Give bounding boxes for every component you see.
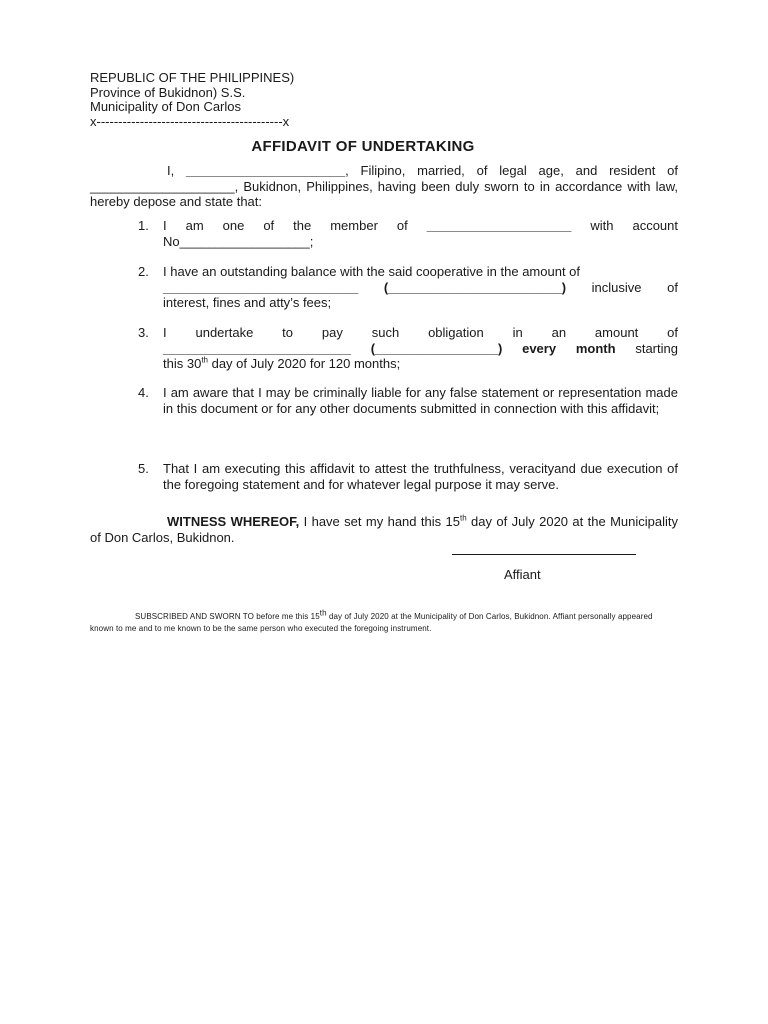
intro-prefix: I, xyxy=(167,163,175,178)
statement-item-1 xyxy=(138,218,678,249)
residence-blank: ____________________ xyxy=(90,178,235,194)
signature-line xyxy=(452,554,636,555)
item-number: 3. xyxy=(138,325,149,340)
statement-item-4 xyxy=(138,385,678,416)
item-text: inclusive of xyxy=(591,279,678,295)
statement-item-3 xyxy=(138,325,678,372)
statement-item-5 xyxy=(138,461,678,492)
item-number: 2. xyxy=(138,264,149,279)
item-text: I have an outstanding balance with the said cooperative in the amount of xyxy=(163,264,581,279)
item-text: That I am executing this affidavit to attest the truthfulness, veracityand due execution of the foregoing statement and for whatever legal purpose it may serve. xyxy=(163,461,678,492)
cooperative-name-blank: ____________________ xyxy=(426,218,572,233)
item-text: this 30 xyxy=(163,356,202,371)
installment-amount-blank: __________________________ xyxy=(163,340,351,356)
item-text: starting xyxy=(635,340,678,356)
item-text: day of July 2020 for 120 months; xyxy=(207,356,401,371)
installment-amount-words-blank: (_________________) xyxy=(370,340,503,356)
item-text: I am one of the member of xyxy=(163,218,408,233)
item-text: I am aware that I may be criminally liable for any false statement or representation made in this document or for any other documents submitted in connection with this affidavit; xyxy=(163,385,678,416)
header-separator: x-------------------------------------------x xyxy=(90,113,290,129)
venue-header xyxy=(90,71,294,129)
every-month-label: every month xyxy=(522,340,616,356)
ordinal-suffix: th xyxy=(319,608,327,618)
witness-text: day of July 2020 at the Municipality of Don Carlos, Bukidnon. xyxy=(90,514,678,545)
item-number: 1. xyxy=(138,218,149,233)
jurat-text: day of July 2020 at the Municipality of Don Carlos, Bukidnon. Affiant personally appeared known to me and to me known to be the same person who executed the foregoing instrument. xyxy=(90,612,653,633)
item-text: interest, fines and atty’s fees; xyxy=(163,295,332,310)
item-text: I undertake to pay such obligation in an amount of xyxy=(163,325,678,340)
header-municipality: Municipality of Don Carlos xyxy=(90,99,242,114)
ordinal-suffix: th xyxy=(459,513,467,523)
statement-item-2 xyxy=(138,264,678,311)
intro-paragraph xyxy=(90,163,678,210)
affiant-name-blank: ______________________ xyxy=(186,163,346,178)
header-province: Province of Bukidnon) S.S. xyxy=(90,84,246,100)
item-number: 5. xyxy=(138,461,149,476)
document-title: AFFIDAVIT OF UNDERTAKING xyxy=(251,138,475,155)
ordinal-suffix: th xyxy=(201,355,208,365)
witness-text: I have set my hand this 15 xyxy=(299,514,460,529)
witness-whereof-label: WITNESS WHEREOF, xyxy=(167,514,300,529)
account-number-blank: No__________________; xyxy=(163,233,314,249)
item-text: with account xyxy=(590,218,678,233)
jurat-text: SUBSCRIBED AND SWORN TO before me this 15 xyxy=(135,612,320,621)
jurat-paragraph xyxy=(90,608,678,635)
witness-paragraph xyxy=(90,514,678,545)
item-number: 4. xyxy=(138,385,149,400)
intro-text-1: , Filipino, married, of legal age, and resident of xyxy=(345,163,678,178)
balance-amount-words-blank: (________________________) xyxy=(383,279,567,295)
affiant-label: Affiant xyxy=(504,567,541,582)
intro-text-2: , Bukidnon, Philippines, having been duly sworn to in accordance with law, hereby depose and state that: xyxy=(90,178,678,209)
balance-amount-blank: ___________________________ xyxy=(163,279,359,295)
header-republic: REPUBLIC OF THE PHILIPPINES) xyxy=(90,70,295,85)
